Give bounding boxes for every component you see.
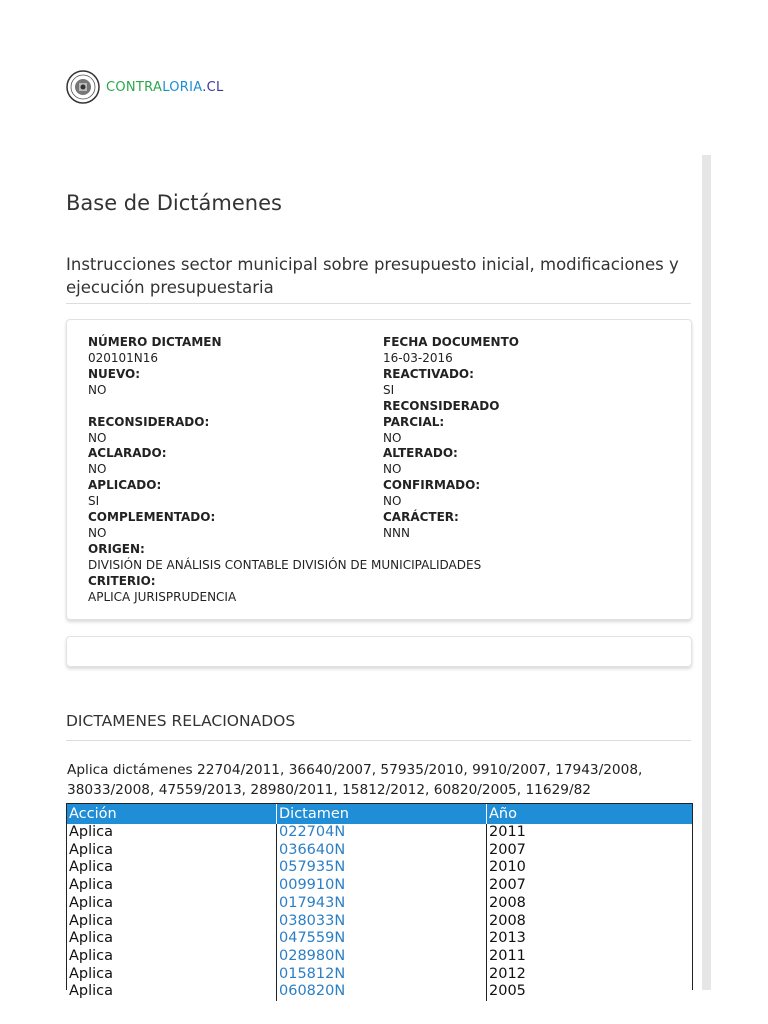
- row-anio: 2013: [489, 930, 526, 947]
- aclarado-label: ACLARADO:: [88, 446, 167, 460]
- aplicado-value: SI: [88, 494, 100, 508]
- row-accion: Aplica: [69, 965, 114, 982]
- dictamen-link[interactable]: 028980N: [279, 947, 346, 964]
- reconsiderado-parcial-label-2: PARCIAL:: [383, 415, 445, 429]
- dictamen-link[interactable]: 009910N: [279, 877, 346, 894]
- divider: [66, 303, 691, 304]
- row-anio: 2012: [489, 965, 526, 982]
- table-row: [67, 842, 692, 860]
- row-dictamen: [277, 859, 487, 877]
- table-row: [67, 877, 692, 895]
- alterado-value: NO: [383, 462, 402, 476]
- origen-label: ORIGEN:: [88, 542, 145, 556]
- divider: [66, 740, 691, 741]
- related-section-title: DICTAMENES RELACIONADOS: [66, 712, 296, 730]
- numero-dictamen-label: NÚMERO DICTAMEN: [88, 335, 222, 349]
- related-table: [67, 804, 692, 1001]
- row-dictamen: [277, 948, 487, 966]
- table-row: [67, 930, 692, 948]
- column-header-dictamen: Dictamen: [277, 804, 487, 824]
- numero-dictamen-value: 020101N16: [88, 351, 159, 365]
- document-subtitle: Instrucciones sector municipal sobre presupuesto inicial, modificaciones y ejecución presupuestaria: [66, 255, 679, 297]
- confirmado-label: CONFIRMADO:: [383, 478, 481, 492]
- row-anio: 2007: [489, 877, 526, 894]
- row-dictamen: [277, 877, 487, 895]
- row-accion: Aplica: [69, 930, 114, 947]
- reconsiderado-parcial-label-1: RECONSIDERADO: [383, 399, 500, 413]
- column-header-accion: Acción: [67, 804, 277, 824]
- confirmado-value: NO: [383, 494, 402, 508]
- dictamen-link[interactable]: 022704N: [279, 824, 346, 840]
- row-accion: Aplica: [69, 912, 114, 929]
- table-row: [67, 859, 692, 877]
- criterio-value: APLICA JURISPRUDENCIA: [88, 590, 237, 604]
- fecha-documento-value: 16-03-2016: [383, 351, 453, 365]
- table-row: [67, 824, 692, 842]
- table-row: [67, 966, 692, 984]
- row-accion: Aplica: [69, 877, 114, 894]
- row-anio: 2011: [489, 824, 526, 840]
- row-dictamen: [277, 966, 487, 984]
- aclarado-value: NO: [88, 462, 107, 476]
- row-anio: 2010: [489, 859, 526, 876]
- row-dictamen: [277, 983, 487, 1001]
- row-anio: 2008: [489, 894, 526, 911]
- row-accion: Aplica: [69, 894, 114, 911]
- alterado-label: ALTERADO:: [383, 446, 458, 460]
- table-row: [67, 948, 692, 966]
- row-accion: Aplica: [69, 841, 114, 858]
- dictamen-link[interactable]: 017943N: [279, 894, 346, 911]
- row-anio: 2007: [489, 841, 526, 858]
- logo-text: CONTRALORIA.CL: [106, 79, 224, 95]
- row-accion: Aplica: [69, 824, 114, 840]
- nuevo-label: NUEVO:: [88, 367, 141, 381]
- row-dictamen: [277, 842, 487, 860]
- row-anio: 2011: [489, 947, 526, 964]
- row-accion: Aplica: [69, 859, 114, 876]
- table-row: [67, 895, 692, 913]
- details-card: [66, 319, 692, 620]
- criterio-label: CRITERIO:: [88, 574, 156, 588]
- row-accion: Aplica: [69, 947, 114, 964]
- reactivado-label: REACTIVADO:: [383, 367, 474, 381]
- nuevo-value: NO: [88, 383, 107, 397]
- complementado-label: COMPLEMENTADO:: [88, 510, 216, 524]
- aplicado-label: APLICADO:: [88, 478, 162, 492]
- row-dictamen: [277, 913, 487, 931]
- site-logo[interactable]: [66, 70, 224, 104]
- fecha-documento-label: FECHA DOCUMENTO: [383, 335, 519, 349]
- row-dictamen: [277, 930, 487, 948]
- row-dictamen: [277, 824, 487, 842]
- table-row: [67, 983, 692, 1001]
- dictamen-link[interactable]: 047559N: [279, 930, 346, 947]
- table-header-row: [67, 804, 692, 824]
- reconsiderado-value: NO: [88, 431, 107, 445]
- empty-card: [66, 636, 692, 667]
- reconsiderado-parcial-value: NO: [383, 431, 402, 445]
- column-header-anio: Año: [487, 804, 693, 824]
- row-anio: 2008: [489, 912, 526, 929]
- dictamen-link[interactable]: 036640N: [279, 841, 346, 858]
- dictamen-link[interactable]: 057935N: [279, 859, 346, 876]
- scrollbar[interactable]: [702, 155, 711, 990]
- table-row: [67, 913, 692, 931]
- caracter-value: NNN: [383, 526, 410, 540]
- page-title: Base de Dictámenes: [66, 191, 282, 215]
- row-accion: Aplica: [69, 983, 114, 1000]
- reconsiderado-label: RECONSIDERADO:: [88, 415, 210, 429]
- caracter-label: CARÁCTER:: [383, 510, 459, 524]
- complementado-value: NO: [88, 526, 107, 540]
- seal-icon: [66, 70, 100, 104]
- dictamen-link[interactable]: 060820N: [279, 983, 346, 1000]
- row-dictamen: [277, 895, 487, 913]
- row-anio: 2005: [489, 983, 526, 1000]
- related-summary-text: Aplica dictámenes 22704/2011, 36640/2007, 57935/2010, 9910/2007, 17943/2008, 38033/2008, 47559/2013, 28980/2011, 15812/2012, 60820/2005, 11629/82: [67, 762, 643, 798]
- related-table-container[interactable]: [66, 803, 693, 1000]
- origen-value: DIVISIÓN DE ANÁLISIS CONTABLE DIVISIÓN DE MUNICIPALIDADES: [88, 558, 482, 572]
- reactivado-value: SI: [383, 383, 395, 397]
- dictamen-link[interactable]: 015812N: [279, 965, 346, 982]
- dictamen-link[interactable]: 038033N: [279, 912, 346, 929]
